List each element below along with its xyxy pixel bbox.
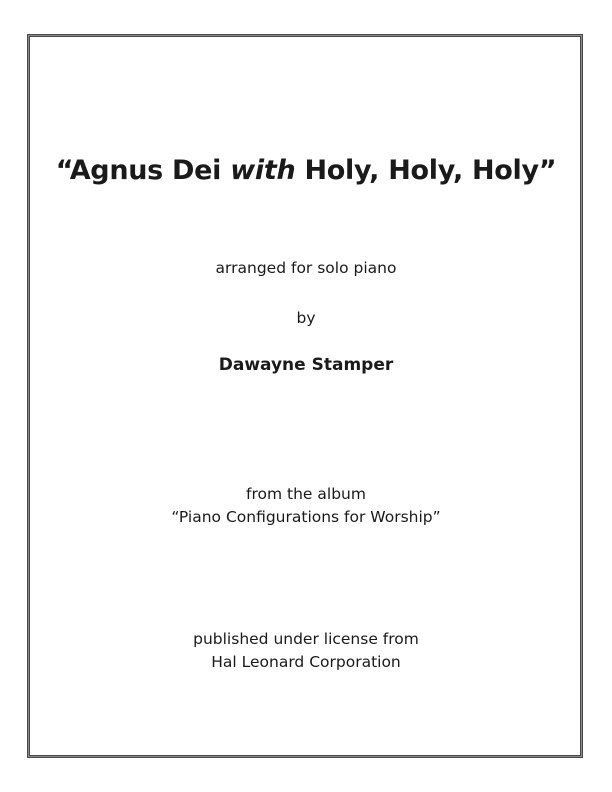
album-block bbox=[0, 483, 612, 529]
composer-name: Dawayne Stamper bbox=[218, 355, 394, 375]
arranged-for-text: arranged for solo piano bbox=[215, 259, 397, 277]
title-part-2: Holy, Holy, Holy bbox=[295, 155, 539, 186]
title-part-1: Agnus Dei bbox=[69, 155, 231, 186]
title-with-word: with bbox=[230, 155, 296, 186]
title-close-quote: ” bbox=[538, 155, 557, 186]
song-title bbox=[0, 155, 612, 186]
album-intro: from the album bbox=[246, 485, 366, 503]
title-open-quote: “ bbox=[55, 155, 70, 186]
album-title: “Piano Configurations for Worship” bbox=[171, 508, 441, 526]
publisher-name: Hal Leonard Corporation bbox=[211, 653, 401, 671]
publisher-block bbox=[0, 628, 612, 674]
license-text: published under license from bbox=[193, 630, 419, 648]
by-text: by bbox=[296, 309, 316, 327]
